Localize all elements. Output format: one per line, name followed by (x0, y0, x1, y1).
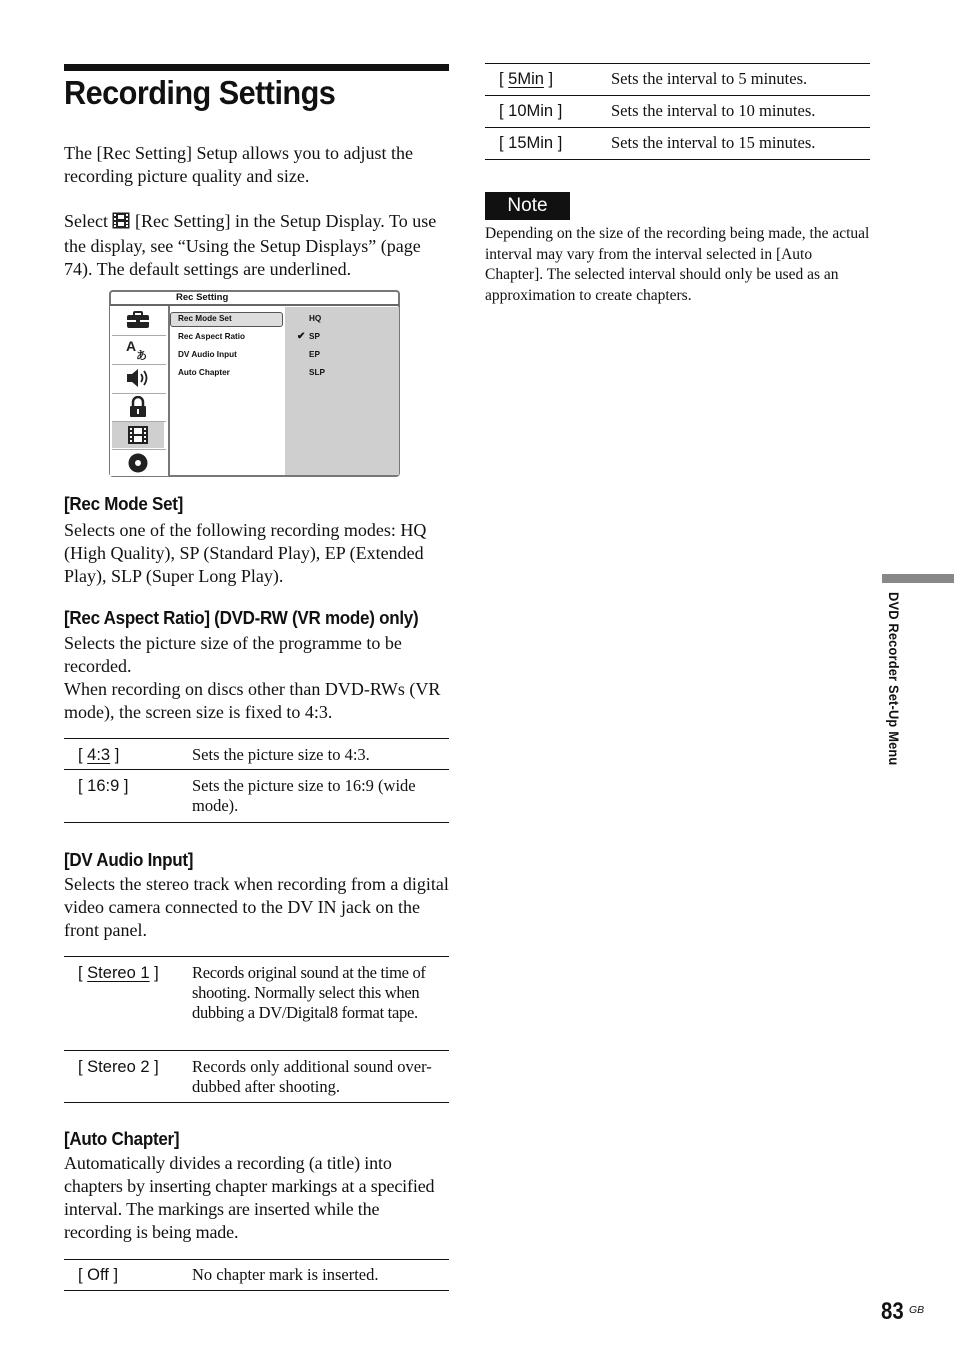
setup-item-dv-audio-input[interactable]: DV Audio Input (178, 350, 237, 359)
auto-chapter-options-table-cont (485, 63, 870, 160)
option-key: [ 4:3 ] (78, 746, 120, 764)
section-heading-aspect: [Rec Aspect Ratio] (DVD-RW (VR mode) only) (64, 607, 419, 628)
option-key: [ Stereo 1 ] (78, 964, 159, 982)
page-title: Recording Settings (64, 74, 336, 111)
option-key: [ 5Min ] (499, 70, 554, 88)
section-heading-auto-chapter: [Auto Chapter] (64, 1128, 180, 1149)
setup-item-rec-aspect-ratio[interactable]: Rec Aspect Ratio (178, 332, 246, 341)
option-row (64, 957, 449, 1051)
lock-icon[interactable] (112, 394, 164, 420)
setup-value-hq[interactable]: HQ (309, 314, 322, 323)
setup-item-auto-chapter[interactable]: Auto Chapter (178, 368, 230, 377)
auto-chapter-options-table (64, 1259, 449, 1291)
option-row (64, 1051, 449, 1103)
intro-select-word: Select (64, 211, 108, 231)
aspect-options-table (64, 738, 449, 823)
option-desc: Sets the picture size to 16:9 (wide mode). (192, 776, 416, 815)
option-key: [ 16:9 ] (78, 777, 129, 795)
option-row (485, 96, 870, 128)
option-row (485, 64, 870, 96)
option-key: [ 15Min ] (499, 134, 563, 152)
film-icon[interactable] (112, 422, 164, 448)
option-desc: Records original sound at the time of shooting. Normally select this when dubbing a DV/Digital8 format tape. (192, 963, 426, 1022)
heading-rule (64, 64, 449, 71)
section-text-aspect-2: When recording on discs other than DVD-RWs (VR mode), the screen size is fixed to 4:3. (64, 679, 441, 722)
option-desc: No chapter mark is inserted. (192, 1265, 379, 1284)
option-row (64, 770, 449, 823)
option-desc: Sets the picture size to 4:3. (192, 745, 370, 764)
setup-item-rec-mode-set[interactable]: Rec Mode Set (178, 314, 232, 323)
svg-text:A: A (126, 338, 137, 354)
page-number-suffix: GB (909, 1304, 925, 1316)
option-desc: Sets the interval to 5 minutes. (611, 69, 808, 88)
speaker-icon[interactable] (112, 365, 164, 391)
intro-paragraph-1: The [Rec Setting] Setup allows you to adjust the recording picture quality and size. (64, 143, 413, 186)
option-desc: Sets the interval to 15 minutes. (611, 133, 816, 152)
page-number: 83 (881, 1298, 904, 1325)
section-text-rec-mode: Selects one of the following recording modes: HQ (High Quality), SP (Standard Play), EP (Extended Play), SLP (Super Long Play). (64, 520, 427, 586)
svg-text:あ: あ (136, 349, 147, 360)
section-heading-dv-audio: [DV Audio Input] (64, 849, 194, 870)
section-heading-rec-mode: [Rec Mode Set] (64, 493, 184, 514)
toolbox-icon[interactable] (112, 307, 164, 333)
disc-icon[interactable] (112, 450, 164, 476)
intro-select-text: [Rec Setting] in the Setup Display. To use the display, see “Using the Setup Displays” (page 74). The default settings are underlined. (64, 211, 437, 279)
section-text-dv-audio: Selects the stereo track when recording from a digital video camera connected to the DV IN jack on the front panel. (64, 874, 449, 940)
option-row (485, 128, 870, 160)
option-desc: Records only additional sound over-dubbed after shooting. (192, 1057, 432, 1096)
intro-paragraph-2 (64, 210, 449, 281)
language-icon[interactable] (112, 336, 164, 362)
note-text: Depending on the size of the recording being made, the actual interval may vary from the interval selected in [Auto Chapter]. The selected interval should only be used as an approximation to create chapters. (485, 225, 870, 304)
option-key: [ 10Min ] (499, 102, 563, 120)
option-row (64, 739, 449, 770)
section-text-auto-chapter: Automatically divides a recording (a title) into chapters by inserting chapter markings at a specified interval. The markings are inserted while the recording is being made. (64, 1153, 435, 1242)
side-tab-bar (882, 574, 954, 583)
setup-value-slp[interactable]: SLP (309, 368, 325, 377)
option-key: [ Off ] (78, 1266, 119, 1284)
dv-audio-options-table (64, 956, 449, 1103)
section-text-aspect-1: Selects the picture size of the programme to be recorded. (64, 633, 402, 676)
check-icon: ✔ (297, 331, 306, 342)
setup-display-title: Rec Setting (176, 292, 229, 303)
setup-value-ep[interactable]: EP (309, 350, 320, 359)
side-tab-label: DVD Recorder Set-Up Menu (886, 592, 901, 766)
option-row (64, 1260, 449, 1291)
film-icon (112, 212, 130, 235)
setup-value-sp[interactable]: SP (309, 332, 320, 341)
option-key: [ Stereo 2 ] (78, 1058, 159, 1076)
note-badge: Note (485, 192, 570, 220)
option-desc: Sets the interval to 10 minutes. (611, 101, 816, 120)
